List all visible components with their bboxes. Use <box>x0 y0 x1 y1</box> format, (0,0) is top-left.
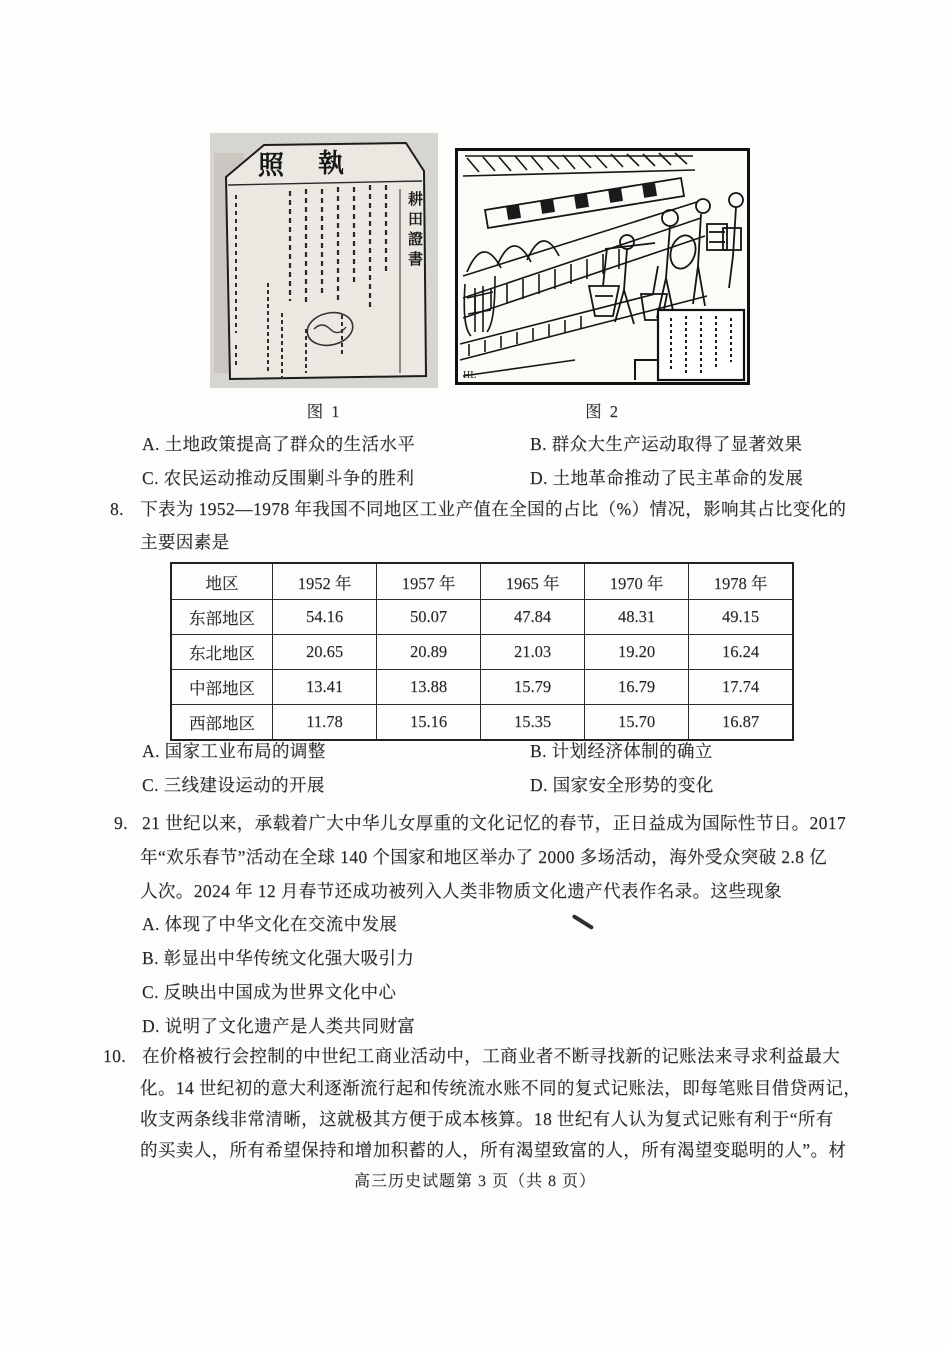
value-cell: 15.35 <box>481 705 585 741</box>
value-cell: 15.79 <box>481 670 585 705</box>
q8-table <box>170 562 794 741</box>
value-cell: 49.15 <box>689 600 794 635</box>
fig1-title-char-right: 執 <box>318 149 345 178</box>
region-cell: 中部地区 <box>171 670 273 705</box>
q7-option-c: C. 农民运动推动反围剿斗争的胜利 <box>142 468 415 488</box>
fig1-title-char-left: 照 <box>258 151 285 180</box>
table-row-northeast <box>171 635 793 670</box>
q10-stem-line3: 收支两条线非常清晰，这就极其方便于成本核算。18 世纪有人认为复式记账有利于“所有 <box>140 1109 834 1129</box>
fig1-side-caption: 耕田證書 <box>406 191 422 271</box>
q10-stem-line2: 化。14 世纪初的意大利逐渐流行起和传统流水账不同的复式记账法，即每笔账目借贷两记， <box>140 1078 862 1098</box>
value-cell: 16.79 <box>585 670 689 705</box>
q9-stem-line3: 人次。2024 年 12 月春节还成功被列入人类非物质文化遗产代表作名录。这些现象 <box>140 881 783 901</box>
region-cell: 西部地区 <box>171 705 273 741</box>
q8-th-1952: 1952 年 <box>273 563 377 600</box>
q8-option-a: A. 国家工业布局的调整 <box>142 741 326 761</box>
value-cell: 47.84 <box>481 600 585 635</box>
q9-option-c: C. 反映出中国成为世界文化中心 <box>142 982 397 1002</box>
q10-stem-line1: 在价格被行会控制的中世纪工商业活动中，工商业者不断寻找新的记账法来寻求利益最大 <box>142 1046 841 1066</box>
figure2-drawing <box>455 148 750 385</box>
q9-option-d: D. 说明了文化遗产是人类共同财富 <box>142 1016 416 1036</box>
value-cell: 20.89 <box>377 635 481 670</box>
value-cell: 13.88 <box>377 670 481 705</box>
q8-th-1957: 1957 年 <box>377 563 481 600</box>
q9-number: 9. <box>114 813 128 833</box>
q8-option-c: C. 三线建设运动的开展 <box>142 775 325 795</box>
q9-option-a: A. 体现了中华文化在交流中发展 <box>142 914 398 934</box>
q10-number: 10. <box>103 1046 127 1066</box>
q9-option-b: B. 彰显出中华传统文化强大吸引力 <box>142 948 415 968</box>
fig2-corner-mark: HL <box>463 370 477 381</box>
page-footer: 高三历史试题第 3 页（共 8 页） <box>353 1173 596 1190</box>
q8-option-b: B. 计划经济体制的确立 <box>530 741 713 761</box>
table-row-east <box>171 600 793 635</box>
q7-option-b: B. 群众大生产运动取得了显著效果 <box>530 434 803 454</box>
q9-stem-line2: 年“欢乐春节”活动在全球 140 个国家和地区举办了 2000 多场活动，海外受众突破 2.8 亿 <box>140 847 828 867</box>
figure1-image <box>210 133 438 388</box>
q7-option-a: A. 土地政策提高了群众的生活水平 <box>142 434 416 454</box>
table-row-central <box>171 670 793 705</box>
q8-stem-line1: 下表为 1952—1978 年我国不同地区工业产值在全国的占比（%）情况，影响其占比变化的 <box>140 499 847 519</box>
value-cell: 16.87 <box>689 705 794 741</box>
value-cell: 16.24 <box>689 635 794 670</box>
q8-th-1970: 1970 年 <box>585 563 689 600</box>
q8-th-region: 地区 <box>171 563 273 600</box>
q8-option-d: D. 国家安全形势的变化 <box>530 775 714 795</box>
q8-stem-line2: 主要因素是 <box>140 532 230 552</box>
value-cell: 19.20 <box>585 635 689 670</box>
woodcut-caption-box <box>658 310 744 380</box>
value-cell: 54.16 <box>273 600 377 635</box>
pen-stroke-mark <box>572 914 594 930</box>
q8-th-1978: 1978 年 <box>689 563 794 600</box>
q8-th-1965: 1965 年 <box>481 563 585 600</box>
figure2-label: 图 2 <box>585 402 620 421</box>
value-cell: 20.65 <box>273 635 377 670</box>
value-cell: 11.78 <box>273 705 377 741</box>
value-cell: 21.03 <box>481 635 585 670</box>
q8-number: 8. <box>110 499 124 519</box>
q7-option-d: D. 土地革命推动了民主革命的发展 <box>530 468 804 488</box>
region-cell: 东北地区 <box>171 635 273 670</box>
region-cell: 东部地区 <box>171 600 273 635</box>
figure1-label: 图 1 <box>306 402 342 421</box>
value-cell: 17.74 <box>689 670 794 705</box>
q9-stem-line1: 21 世纪以来，承载着广大中华儿女厚重的文化记忆的春节，正日益成为国际性节日。2017 <box>142 813 847 833</box>
q8-table-header-row <box>171 563 793 600</box>
figure2-image <box>455 148 750 385</box>
value-cell: 15.16 <box>377 705 481 741</box>
value-cell: 50.07 <box>377 600 481 635</box>
value-cell: 48.31 <box>585 600 689 635</box>
q10-stem-line4: 的买卖人，所有希望保持和增加积蓄的人，所有渴望致富的人，所有渴望变聪明的人”。材 <box>140 1140 847 1160</box>
value-cell: 13.41 <box>273 670 377 705</box>
value-cell: 15.70 <box>585 705 689 741</box>
table-row-west <box>171 705 793 741</box>
